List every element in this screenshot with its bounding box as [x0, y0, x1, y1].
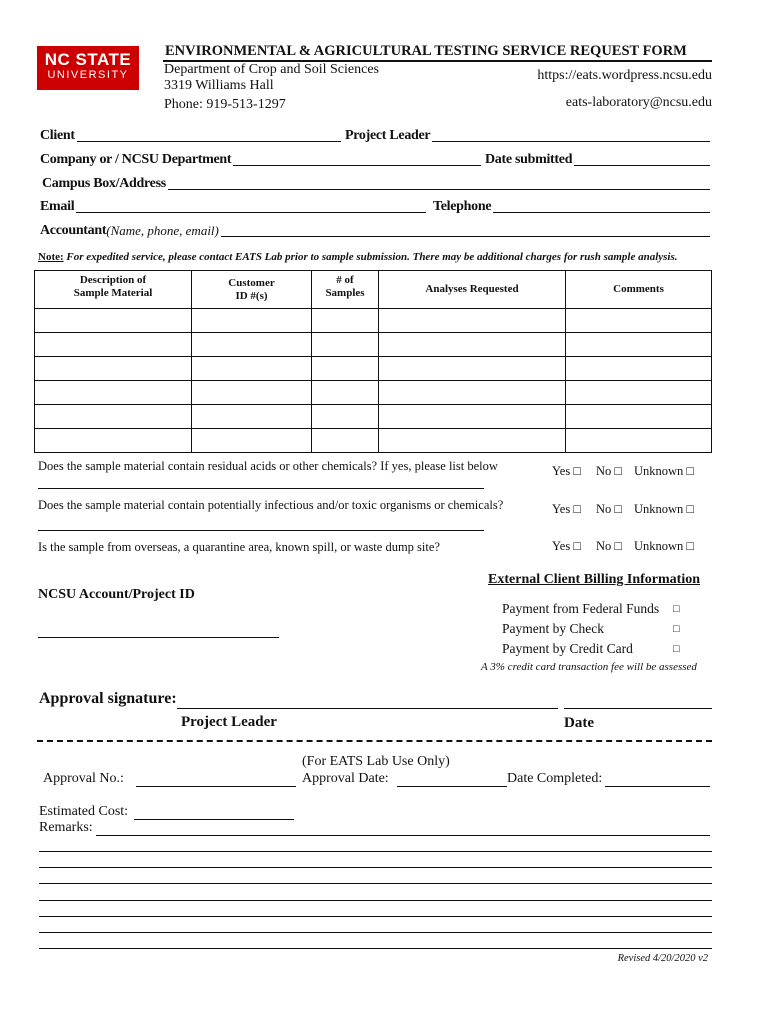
project-leader-label: Project Leader: [345, 128, 431, 143]
estimated-cost-label: Estimated Cost:: [39, 804, 129, 819]
federal-funds-checkbox[interactable]: □: [673, 603, 680, 615]
question-infectious: Does the sample material contain potentially infectious and/or toxic organisms or chemicals?: [38, 498, 504, 512]
form-title: ENVIRONMENTAL & AGRICULTURAL TESTING SERVICE REQUEST FORM: [165, 43, 687, 59]
federal-funds-label: Payment from Federal Funds: [502, 601, 660, 616]
infectious-answer-line[interactable]: [38, 530, 484, 531]
ncsu-account-label: NCSU Account/Project ID: [38, 587, 195, 602]
email-field[interactable]: [40, 198, 428, 215]
table-row: [35, 429, 712, 453]
cut-line-divider: [37, 740, 712, 742]
signature-date-line[interactable]: [564, 708, 712, 709]
credit-fee-note: A 3% credit card transaction fee will be assessed: [481, 661, 697, 673]
table-cell[interactable]: [312, 405, 379, 429]
table-cell[interactable]: [312, 357, 379, 381]
logo-line1: NC STATE: [44, 50, 132, 69]
note-label: Note:: [38, 251, 64, 263]
approval-no-line[interactable]: [136, 786, 296, 787]
table-row: [35, 357, 712, 381]
remarks-line[interactable]: [39, 932, 712, 933]
table-cell[interactable]: [35, 333, 192, 357]
company-field[interactable]: [40, 151, 483, 168]
table-cell[interactable]: [35, 309, 192, 333]
remarks-line[interactable]: [96, 835, 710, 836]
q3-yes-checkbox[interactable]: Yes □: [552, 539, 581, 553]
table-cell[interactable]: [192, 405, 312, 429]
col-num-samples: # of Samples: [312, 271, 379, 309]
table-cell[interactable]: [192, 309, 312, 333]
table-cell[interactable]: [379, 333, 566, 357]
approval-date-label: Approval Date:: [302, 771, 389, 786]
table-cell[interactable]: [379, 429, 566, 453]
col-customer-id: Customer ID #(s): [192, 271, 312, 309]
question-chemicals: Does the sample material contain residual acids or other chemicals? If yes, please list below: [38, 459, 498, 473]
q1-no-checkbox[interactable]: No □: [596, 464, 622, 478]
table-row: [35, 309, 712, 333]
col-description: Description of Sample Material: [35, 271, 192, 309]
table-cell[interactable]: [566, 309, 712, 333]
table-cell[interactable]: [35, 429, 192, 453]
approval-no-label: Approval No.:: [43, 771, 124, 786]
accountant-hint: (Name, phone, email): [106, 223, 219, 238]
table-cell[interactable]: [379, 357, 566, 381]
table-cell[interactable]: [192, 429, 312, 453]
q3-unknown-checkbox[interactable]: Unknown □: [634, 539, 694, 553]
remarks-line[interactable]: [39, 883, 712, 884]
email-label: Email: [40, 199, 75, 214]
table-cell[interactable]: [192, 357, 312, 381]
col-analyses: Analyses Requested: [379, 271, 566, 309]
remarks-line[interactable]: [39, 900, 712, 901]
date-submitted-label: Date submitted: [485, 152, 573, 167]
approval-date-line[interactable]: [397, 786, 507, 787]
table-cell[interactable]: [312, 429, 379, 453]
table-cell[interactable]: [312, 309, 379, 333]
revision-note: Revised 4/20/2020 v2: [617, 953, 708, 964]
project-leader-caption: Project Leader: [181, 714, 277, 730]
table-cell[interactable]: [566, 429, 712, 453]
table-cell[interactable]: [566, 381, 712, 405]
q1-unknown-checkbox[interactable]: Unknown □: [634, 464, 694, 478]
ncsu-account-line[interactable]: [38, 637, 279, 638]
remarks-line[interactable]: [39, 867, 712, 868]
telephone-label: Telephone: [433, 199, 492, 214]
table-cell[interactable]: [379, 405, 566, 429]
table-cell[interactable]: [566, 357, 712, 381]
lab-use-title: (For EATS Lab Use Only): [302, 754, 450, 769]
date-completed-line[interactable]: [605, 786, 710, 787]
department: Department of Crop and Soil Sciences: [164, 62, 380, 77]
table-cell[interactable]: [35, 357, 192, 381]
table-cell[interactable]: [192, 381, 312, 405]
campus-box-field[interactable]: [42, 175, 712, 192]
table-cell[interactable]: [379, 309, 566, 333]
q2-no-checkbox[interactable]: No □: [596, 502, 622, 516]
table-cell[interactable]: [566, 333, 712, 357]
client-field[interactable]: [40, 127, 343, 144]
phone: Phone: 919-513-1297: [164, 97, 286, 112]
table-row: [35, 405, 712, 429]
question-overseas: Is the sample from overseas, a quarantine area, known spill, or waste dump site?: [38, 540, 440, 554]
signature-line[interactable]: [177, 708, 558, 709]
q2-unknown-checkbox[interactable]: Unknown □: [634, 502, 694, 516]
table-cell[interactable]: [379, 381, 566, 405]
date-completed-label: Date Completed:: [507, 771, 603, 786]
expedite-note: [38, 251, 678, 263]
remarks-line[interactable]: [39, 851, 712, 852]
check-checkbox[interactable]: □: [673, 623, 680, 635]
remarks-line[interactable]: [39, 916, 712, 917]
credit-card-label: Payment by Credit Card: [502, 641, 633, 656]
table-cell[interactable]: [35, 381, 192, 405]
col-comments: Comments: [566, 271, 712, 309]
campus-box-label: Campus Box/Address: [42, 176, 166, 191]
table-cell[interactable]: [35, 405, 192, 429]
date-caption: Date: [564, 715, 594, 731]
external-billing-title: External Client Billing Information: [488, 572, 700, 587]
table-cell[interactable]: [312, 381, 379, 405]
table-cell[interactable]: [192, 333, 312, 357]
note-text: For expedited service, please contact EATS Lab prior to sample submission. There may be additional charges for rush sample analysis.: [63, 251, 678, 263]
company-label: Company or / NCSU Department: [40, 152, 232, 167]
telephone-field[interactable]: [433, 198, 712, 215]
table-row: [35, 333, 712, 357]
website-link[interactable]: https://eats.wordpress.ncsu.edu: [537, 68, 712, 83]
credit-card-checkbox[interactable]: □: [673, 643, 680, 655]
table-cell[interactable]: [312, 333, 379, 357]
table-row: [35, 381, 712, 405]
estimated-cost-line[interactable]: [134, 819, 294, 820]
q1-yes-checkbox[interactable]: Yes □: [552, 464, 581, 478]
email-link[interactable]: eats-laboratory@ncsu.edu: [565, 95, 712, 110]
chemicals-answer-line[interactable]: [38, 488, 484, 489]
address: 3319 Williams Hall: [164, 78, 274, 93]
remarks-label: Remarks:: [39, 820, 93, 835]
accountant-label: Accountant: [40, 223, 107, 238]
remarks-line[interactable]: [39, 948, 712, 949]
logo-line2: UNIVERSITY: [47, 69, 129, 81]
accountant-field[interactable]: [40, 222, 712, 239]
approval-signature-label: Approval signature:: [39, 690, 177, 707]
check-label: Payment by Check: [502, 621, 604, 636]
q2-yes-checkbox[interactable]: Yes □: [552, 502, 581, 516]
table-header-row: [35, 271, 712, 309]
client-label: Client: [40, 128, 75, 143]
project-leader-field[interactable]: [345, 127, 712, 144]
date-submitted-field[interactable]: [485, 151, 712, 168]
q3-no-checkbox[interactable]: No □: [596, 539, 622, 553]
table-cell[interactable]: [566, 405, 712, 429]
ncstate-logo: [37, 46, 139, 90]
sample-table: [34, 270, 712, 453]
